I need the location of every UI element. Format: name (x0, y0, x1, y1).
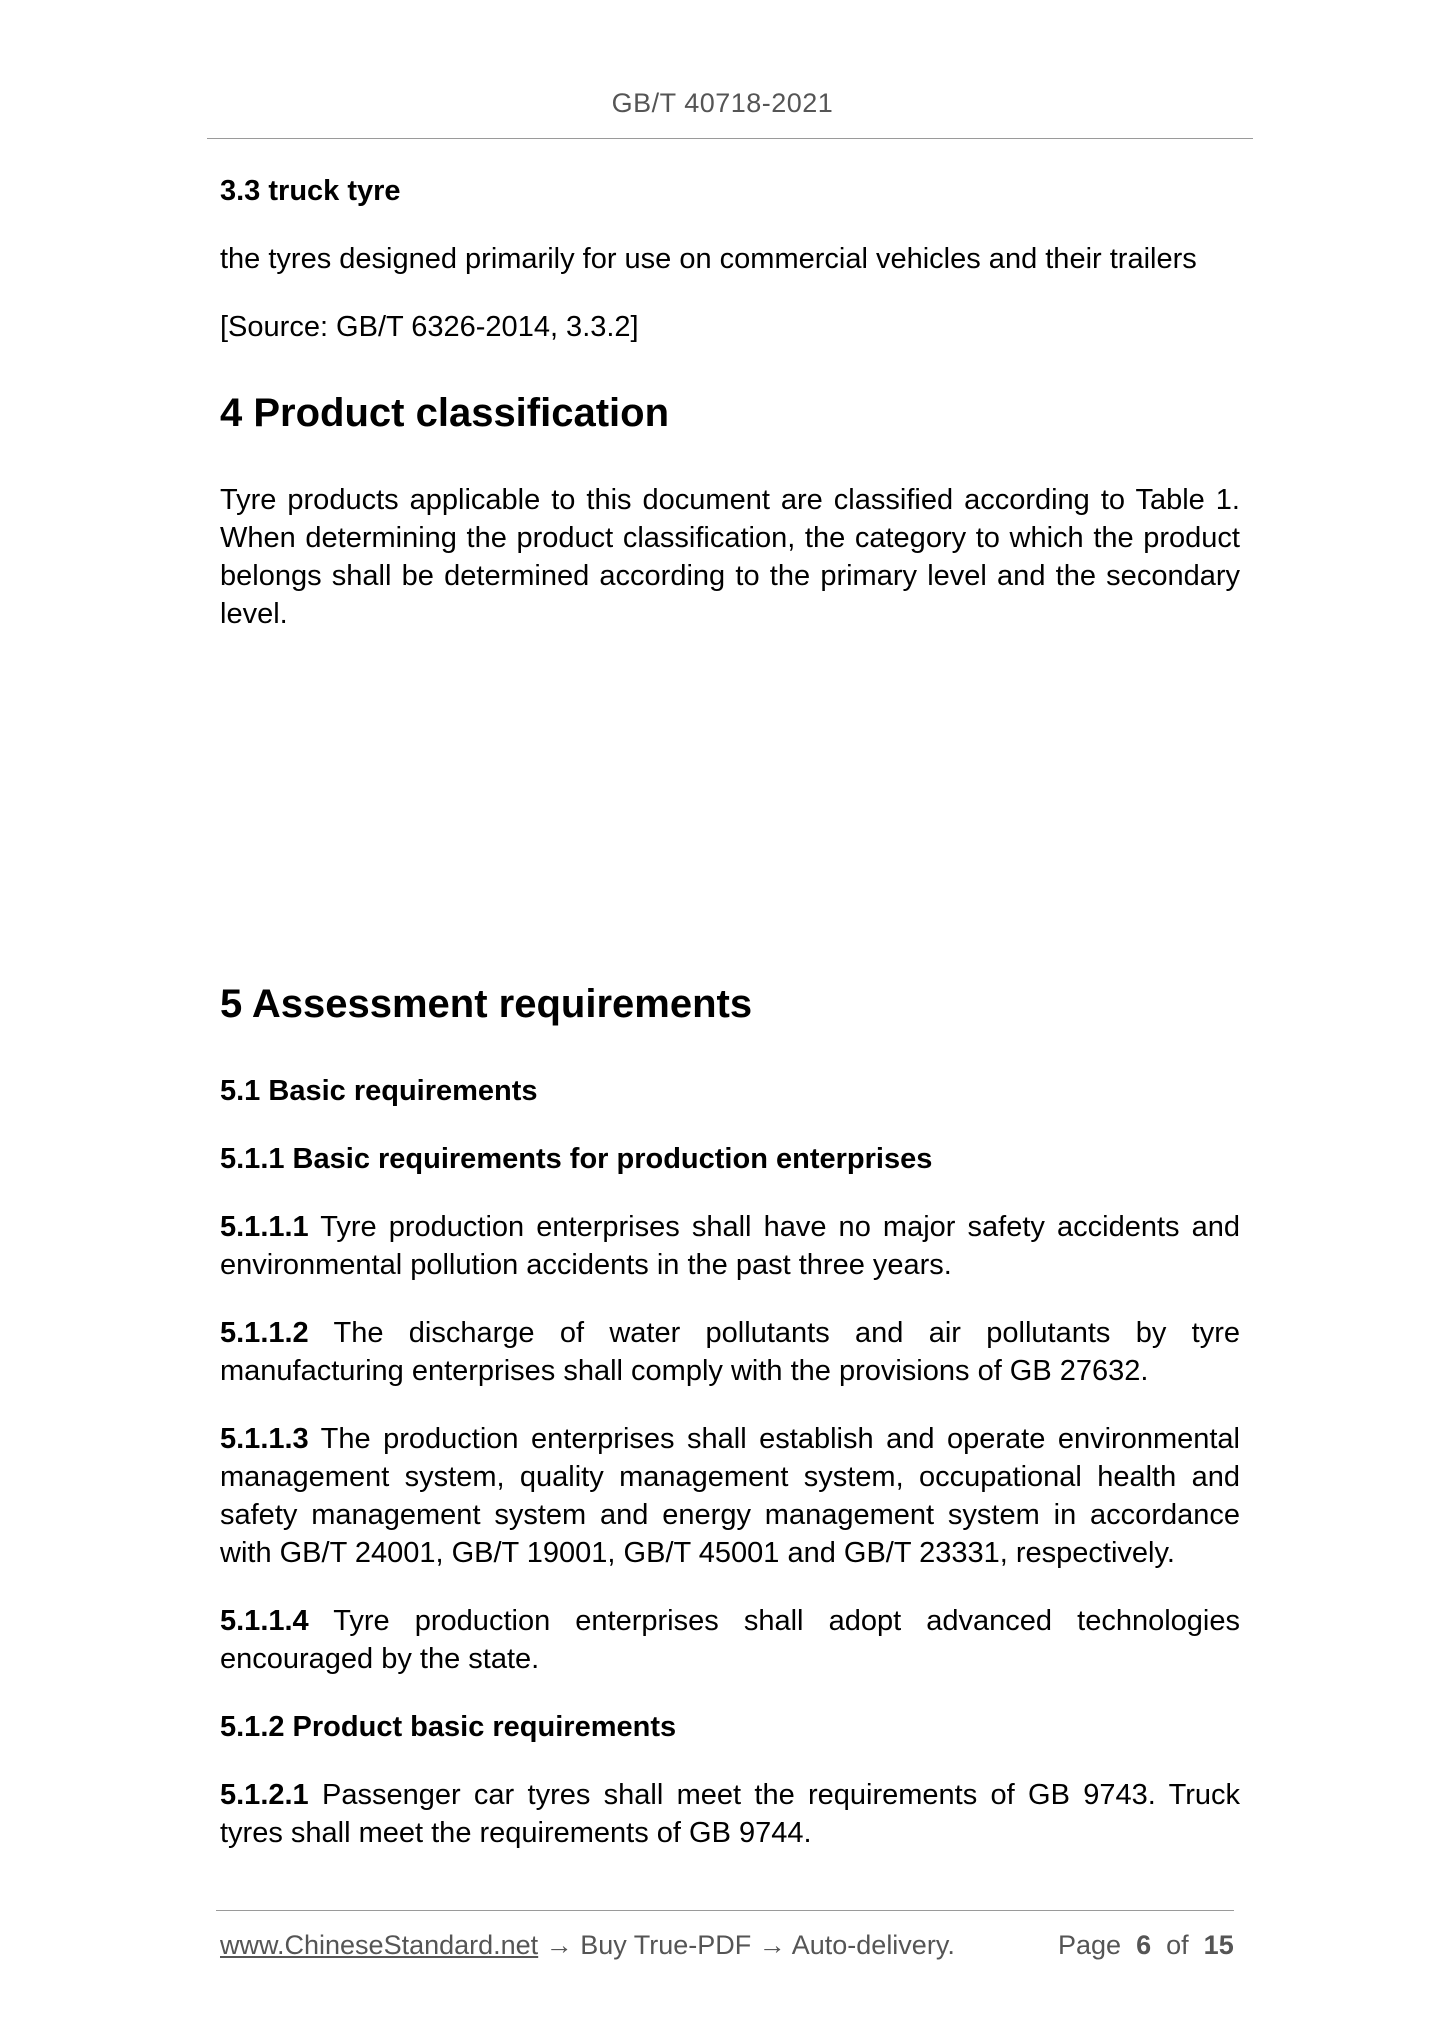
total-pages-number: 15 (1203, 1930, 1234, 1960)
section-5-1-heading: 5.1 Basic requirements (220, 1075, 538, 1107)
section-3-3-heading: 3.3 truck tyre (220, 175, 401, 207)
footer-promo (220, 1930, 955, 1961)
page-indicator (1058, 1930, 1234, 1961)
footer-divider (216, 1910, 1234, 1911)
header-divider (207, 138, 1253, 139)
clause-text: The production enterprises shall establish and operate environmental management system, quality management system, occupational health and safety management system and energy management system in accordance with GB/T 24001, GB/T 19001, GB/T 45001 and GB/T 23331, respectively. (220, 1423, 1240, 1569)
clause-5-1-1-3 (220, 1420, 1240, 1572)
section-5-1-2-heading: 5.1.2 Product basic requirements (220, 1711, 677, 1743)
clause-text: The discharge of water pollutants and air pollutants by tyre manufacturing enterprises shall comply with the provisions of GB 27632. (220, 1317, 1240, 1387)
current-page-number: 6 (1136, 1930, 1152, 1960)
clause-5-1-1-4 (220, 1602, 1240, 1678)
clause-5-1-2-1 (220, 1776, 1240, 1852)
clause-number: 5.1.1.4 (220, 1605, 309, 1637)
clause-5-1-1-1 (220, 1208, 1240, 1284)
section-4-heading: 4 Product classification (220, 391, 670, 435)
footer-tagline: → Buy True-PDF → Auto-delivery. (538, 1930, 955, 1960)
website-link[interactable]: www.ChineseStandard.net (220, 1930, 539, 1960)
document-id-header: GB/T 40718-2021 (611, 88, 834, 118)
clause-text: Passenger car tyres shall meet the requirements of GB 9743. Truck tyres shall meet the requirements of GB 9744. (220, 1779, 1240, 1849)
clause-text: Tyre production enterprises shall have no major safety accidents and environmental pollution accidents in the past three years. (220, 1211, 1240, 1281)
section-3-3-source: [Source: GB/T 6326-2014, 3.3.2] (220, 311, 639, 343)
clause-number: 5.1.1.3 (220, 1423, 309, 1455)
section-3-3-definition: the tyres designed primarily for use on commercial vehicles and their trailers (220, 243, 1197, 275)
clause-text: Tyre production enterprises shall adopt advanced technologies encouraged by the state. (220, 1605, 1240, 1675)
clause-number: 5.1.2.1 (220, 1779, 309, 1811)
clause-number: 5.1.1.2 (220, 1317, 309, 1349)
page-of-label: of (1166, 1930, 1189, 1960)
clause-5-1-1-2 (220, 1314, 1240, 1390)
section-5-1-1-heading: 5.1.1 Basic requirements for production enterprises (220, 1143, 933, 1175)
page-label: Page (1058, 1930, 1122, 1960)
clause-number: 5.1.1.1 (220, 1211, 309, 1243)
section-5-heading: 5 Assessment requirements (220, 982, 753, 1026)
section-4-body: Tyre products applicable to this document are classified according to Table 1. When determining the product classification, the category to which the product belongs shall be determined according to the primary level and the secondary level. (220, 484, 1240, 630)
